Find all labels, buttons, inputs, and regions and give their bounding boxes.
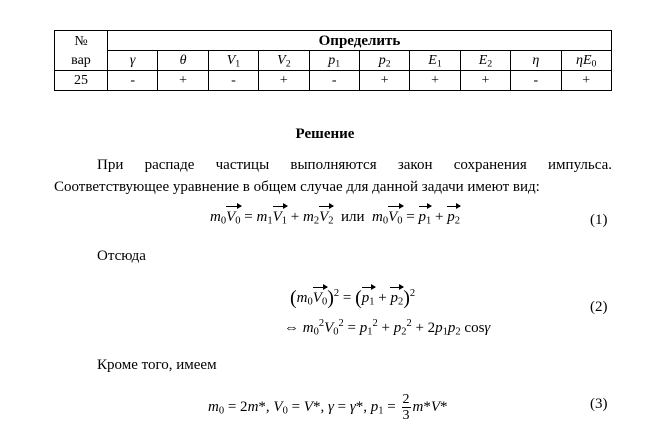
equation-3-number: (3) [590, 396, 608, 412]
value-cell: + [410, 71, 460, 91]
solution-heading: Решение [295, 126, 355, 142]
symbol-eta: η [511, 51, 561, 71]
symbol-e1: $E_1$ [410, 51, 460, 71]
variant-number-header-line1: № [74, 33, 88, 49]
krome-text: Кроме того, имеем [97, 357, 217, 373]
equation-2-line-2: ⇔ $m_0^2V_0^2 = p_1^2 + p_2^2 + 2p_1p_2$ cosγ [284, 318, 491, 338]
value-cell: + [460, 71, 510, 91]
symbol-p2: $p_2$ [359, 51, 409, 71]
equation-1-connector: или [340, 209, 365, 225]
equation-2-number: (2) [590, 299, 608, 315]
value-cell: + [359, 71, 409, 91]
value-cell: + [158, 71, 208, 91]
symbol-eta-e0: $\eta E_0$ [561, 51, 611, 71]
symbol-v2: $V_2$ [259, 51, 309, 71]
value-cell: + [561, 71, 611, 91]
value-cell: - [108, 71, 158, 91]
symbol-theta: θ [158, 51, 208, 71]
otsyuda-text: Отсюда [97, 248, 146, 264]
symbols-row [55, 51, 612, 71]
fraction-two-thirds: $\frac{2}{3}$ [402, 392, 410, 423]
symbol-gamma: γ [108, 51, 158, 71]
determine-header: Определить [108, 31, 612, 51]
paragraph-momentum: При распаде частицы выполняются закон сохранения импульса. Соответствующее уравнение в общем случае для данной задачи имеют вид: [54, 157, 612, 195]
variant-number-header-line2: вар [71, 52, 91, 68]
value-cell: - [208, 71, 258, 91]
variant-number: 25 [55, 71, 108, 91]
symbol-v1: $V_1$ [208, 51, 258, 71]
equation-1: $m_0V_0 = m_1V_1 + m_2V_2$ или $m_0V_0 = p_1 + p_2$ [210, 209, 460, 227]
equation-2-line-1: $(m_0V_0)^2 = (p_1 + p_2)^2$ [290, 287, 416, 309]
symbol-p1: $p_1$ [309, 51, 359, 71]
variants-table [54, 30, 612, 91]
equation-3: $m_0 = 2m*$, $V_0 = V*$, γ = γ*, $p_1$ = $\frac{2}{3}$ m*V* [208, 392, 448, 423]
symbol-e2: $E_2$ [460, 51, 510, 71]
table-row [55, 71, 612, 91]
value-cell: + [259, 71, 309, 91]
value-cell: - [511, 71, 561, 91]
variant-number-header [55, 31, 108, 71]
equation-1-number: (1) [590, 212, 608, 228]
value-cell: - [309, 71, 359, 91]
